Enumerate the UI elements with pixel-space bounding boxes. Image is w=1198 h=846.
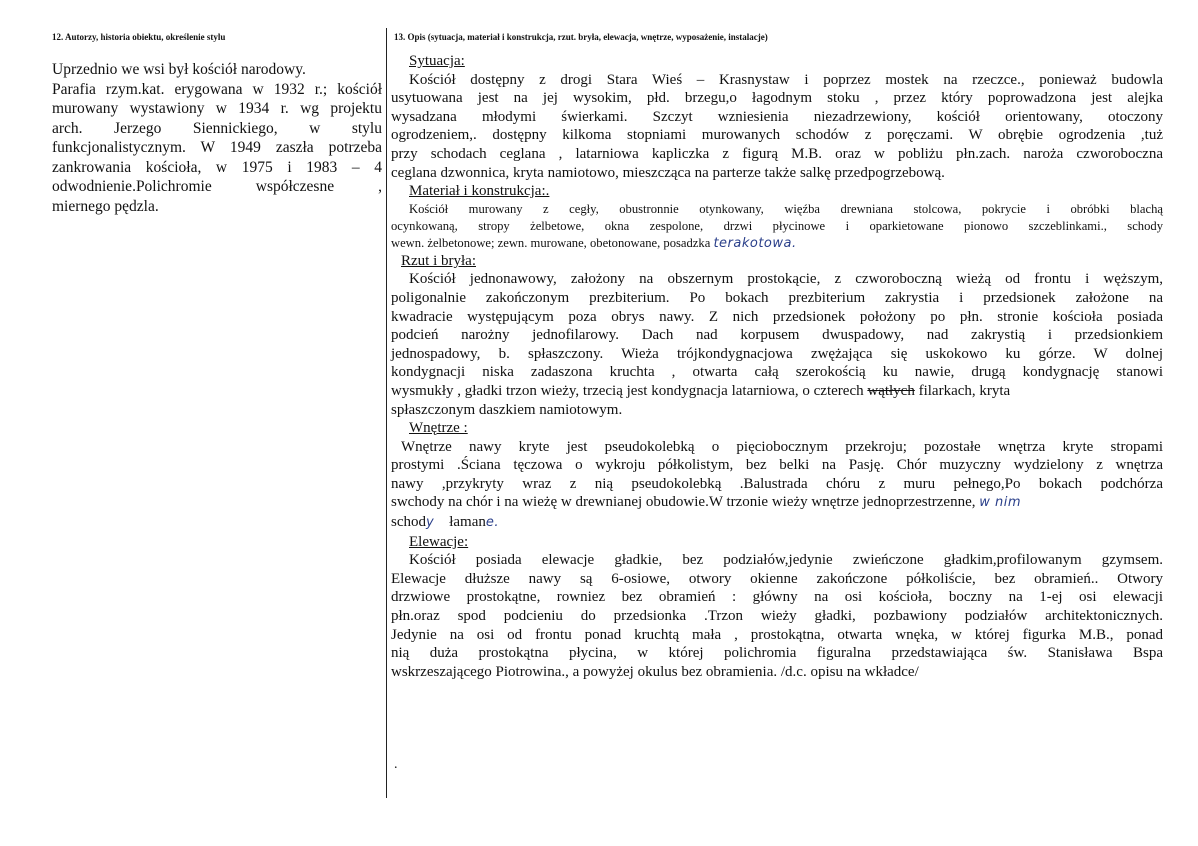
sytuacja-line: Kościół dostępny z drogi Stara Wieś – Krasnystaw i poprzez mostek na rzeczce., ponieważ budowla	[409, 71, 1163, 88]
section-12-header: 12. Autorzy, historia obiektu, określenie stylu	[52, 32, 226, 42]
stray-mark: .	[394, 757, 398, 772]
wnetrze-line: Wnętrze nawy kryte jest pseudokolebką o pięciobocznym przekroju; pozostałe wnętrza kryte stropami	[401, 438, 1163, 455]
history-line: odwodnienie.Polichromie współczesne ,	[52, 178, 382, 195]
elewacje-line: Jedynie na osi od frontu ponad kruchtą mała , prostokątna, otwarta wnęka, w której figurka M.B., ponad	[391, 626, 1163, 643]
wnetrze-line	[391, 493, 1163, 513]
wnetrze-line5-a: schod	[391, 514, 426, 531]
elewacje-line: Elewacje dłuższe nawy są 6-osiowe, otwory okienne zakończone półkoliście, bez obramień.. Otwory	[391, 570, 1163, 587]
material-line	[391, 235, 1163, 252]
column-divider	[386, 28, 387, 798]
material-line: ocynkowaną, stropy żelbetowe, okna zespolone, drzwi płycinowe i oparkietowane pionowo szczeblinkami., schody	[391, 218, 1163, 233]
material-last-text: wewn. żelbetonowe; zewn. murowane, obetonowane, posadzka	[391, 235, 711, 250]
handwritten-note: w nim	[979, 495, 1022, 511]
elewacje-line: płn.oraz spod podcieniu do przedsionka .Trzon wieży gładki, pozbawiony podziałów architektonicznych.	[391, 608, 1163, 625]
wnetrze-title: Wnętrze :	[409, 420, 468, 437]
elewacje-line: wskrzeszającego Piotrowina., a powyżej okulus bez obramienia. /d.c. opisu na wkładce/	[391, 663, 919, 680]
sytuacja-line: usytuowana jest na jej wysokim, płd. brzegu,o łagodnym stoku , przez który poprowadzona jest alejka	[391, 90, 1163, 107]
rzut-line7-b: filarkach, kryta	[918, 382, 1011, 399]
description-text	[391, 52, 1163, 681]
handwritten-note: e.	[485, 515, 499, 531]
wnetrze-line: nawy ,przykryty wraz z nią pseudokolebką .Balustrada chóru z muru pełnego,Po bokach podchórza	[391, 475, 1163, 492]
rzut-line: podcień narożny jednofilarowy. Dach nad korpusem dwuspadowy, nad zakrystią i przedsionkiem	[391, 327, 1163, 344]
struck-word: wątłych	[867, 382, 915, 399]
wnetrze-line: prostymi .Ściana tęczowa o wykroju półkolistym, bez belki na Pasję. Chór muzyczny wydzielony z wnętrza	[391, 457, 1163, 474]
history-line: Parafia rzym.kat. erygowana w 1932 r.; kościół	[52, 80, 382, 98]
wnetrze-line5-b: łaman	[449, 514, 486, 531]
rzut-line: spłaszczonym daszkiem namiotowym.	[391, 401, 623, 418]
section-13-header: 13. Opis (sytuacja, materiał i konstrukcja, rzut. bryła, elewacja, wnętrze, wyposażenie, instalacje)	[394, 32, 768, 42]
material-title: Materiał i konstrukcja:.	[409, 183, 550, 200]
history-line: Uprzednio we wsi był kościół narodowy.	[52, 61, 306, 78]
rzut-line: poligonalnie zakończonym prezbiterium. Po bokach prezbiterium zakrystia i przedsionek założone na	[391, 289, 1163, 306]
rzut-line: Kościół jednonawowy, założony na obszernym prostokącie, z czworoboczną wieżą od frontu i węższym,	[409, 271, 1163, 288]
history-line: miernego pędzla.	[52, 197, 159, 215]
elewacje-line: Kościół posiada elewacje gładkie, bez podziałów,jedynie zwieńczone gładkim,profilowanym gzymsem.	[409, 552, 1163, 569]
rzut-title: Rzut i bryła:	[401, 252, 476, 269]
sytuacja-line: ceglana dzwonnica, kryta namiotowo, mieszcząca na parterze także salkę przedpogrzebową.	[391, 164, 945, 181]
elewacje-title: Elewacje:	[409, 533, 469, 550]
wnetrze-line	[391, 513, 1163, 533]
rzut-line: jednospadowy, b. spłaszczony. Wieża trójkondygnacjowa zwężająca się uskokowo ku górze. W dolnej	[391, 345, 1163, 362]
history-text	[52, 60, 382, 216]
sytuacja-line: wysadzana młodymi świerkami. Szczyt wzniesienia niezadrzewiony, kościół orientowany, otoczony	[391, 108, 1163, 125]
elewacje-line: nią duża prostokątna płycina, w której polichromia figuralna przedstawiająca św. Stanisława Bspa	[391, 645, 1163, 662]
sytuacja-title: Sytuacja:	[409, 53, 465, 69]
sytuacja-line: ogrodzeniem,. dostępny kilkoma stopniami murowanych schodów z poręczami. W obrębie ogrodzenia ,tuż	[391, 127, 1163, 144]
rzut-line	[391, 382, 1163, 401]
wnetrze-line4-text: swchody na chór i na wieżę w drewnianej obudowie.W trzonie wieży wnętrze jednoprzestrzenne,	[391, 494, 976, 511]
handwritten-note: y	[426, 515, 435, 531]
material-line: Kościół murowany z cegły, obustronnie otynkowany, więźba drewniana stolcowa, pokrycie i obróbki blachą	[409, 201, 1163, 216]
rzut-line: kwadracie występującym poza obrys nawy. Z nich przedsionek położony po płn. stronie kościoła posiada	[391, 308, 1163, 325]
sytuacja-line: przy schodach ceglana , latarniowa kapliczka z figurą M.B. oraz w pobliżu płn.zach. naroża czworoboczna	[391, 145, 1163, 162]
elewacje-line: drzwiowe prostokątne, rowniez bez obramień : główny na osi kościoła, boczny na 1-ej osi elewacji	[391, 589, 1163, 606]
handwritten-note: terakotowa.	[713, 235, 797, 251]
history-line: zankrowania kościoła, w 1975 i 1983 – 4	[52, 158, 382, 176]
rzut-line7-a: wysmukły , gładki trzon wieży, trzecią jest kondygnacja latarniowa, o czterech	[391, 382, 864, 399]
history-line: funkcjonalistycznym. W 1949 zaszła potrzeba	[52, 139, 382, 156]
history-line: arch. Jerzego Siennickiego, w stylu	[52, 119, 382, 137]
history-line: murowany wystawiony w 1934 r. wg projektu	[52, 100, 382, 117]
rzut-line: kondygnacji niska zadaszona kruchta , otwarta całą szerokością ku nawie, drugą kondygnację stanowi	[391, 364, 1163, 381]
